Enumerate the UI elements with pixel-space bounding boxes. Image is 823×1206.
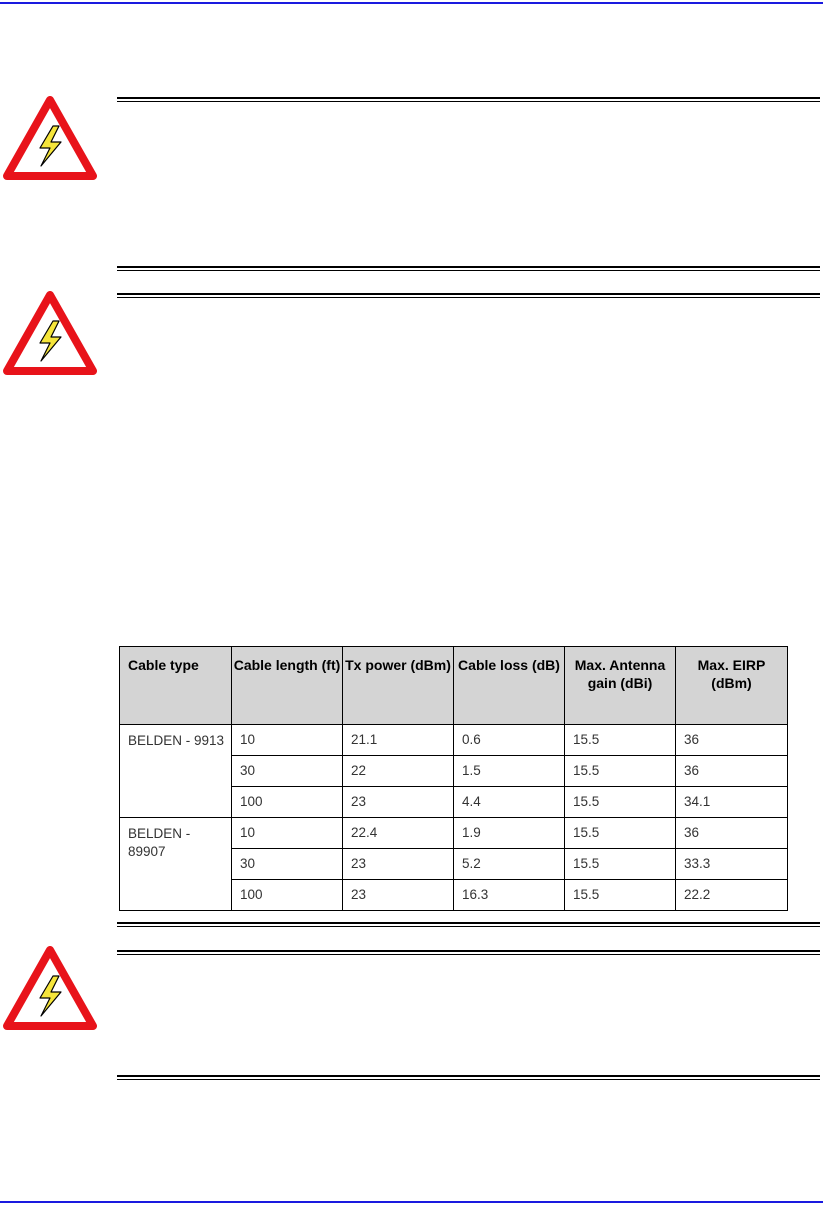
table-cell: 22.4 (343, 818, 454, 849)
table-cell: 22 (343, 756, 454, 787)
table-cell: 15.5 (565, 756, 676, 787)
table-cell: 15.5 (565, 818, 676, 849)
header-max-antenna-gain: Max. Antenna gain (dBi) (565, 647, 676, 725)
table-cell: 15.5 (565, 880, 676, 911)
table-cell: 34.1 (676, 787, 788, 818)
cable-eirp-table (119, 646, 788, 911)
top-page-rule (0, 2, 823, 4)
table-cell: 30 (232, 849, 343, 880)
table-cell: 0.6 (454, 725, 565, 756)
table-cell: 15.5 (565, 849, 676, 880)
table-cell: 21.1 (343, 725, 454, 756)
table-cell: 1.9 (454, 818, 565, 849)
header-max-eirp: Max. EIRP (dBm) (676, 647, 788, 725)
warning-high-voltage-icon (3, 96, 97, 180)
table-cell: 36 (676, 756, 788, 787)
warning-rule-bottom (117, 1075, 820, 1080)
table-cell: 23 (343, 880, 454, 911)
table-cell: 15.5 (565, 725, 676, 756)
table-header-row (120, 647, 788, 725)
warning-high-voltage-icon (3, 291, 97, 375)
table-row (120, 725, 788, 756)
warning-high-voltage-icon (3, 946, 97, 1030)
table-cell: 5.2 (454, 849, 565, 880)
table-cell: 30 (232, 756, 343, 787)
table-cell: 100 (232, 787, 343, 818)
table-cell: 33.3 (676, 849, 788, 880)
table-cell: 36 (676, 818, 788, 849)
table-cell: 1.5 (454, 756, 565, 787)
table-cell: 100 (232, 880, 343, 911)
table-row (120, 818, 788, 849)
warning-rule-top (117, 950, 820, 955)
table-cell: 23 (343, 787, 454, 818)
table-cell: 36 (676, 725, 788, 756)
cable-type-cell: BELDEN - 9913 (120, 725, 232, 818)
table-cell: 23 (343, 849, 454, 880)
table-cell: 10 (232, 818, 343, 849)
table-cell: 22.2 (676, 880, 788, 911)
warning-rule-top (117, 922, 820, 927)
table-cell: 10 (232, 725, 343, 756)
warning-rule-bottom (117, 266, 820, 271)
header-cable-type: Cable type (120, 647, 232, 725)
table-cell: 4.4 (454, 787, 565, 818)
warning-rule-top (117, 293, 820, 298)
header-cable-length: Cable length (ft) (232, 647, 343, 725)
warning-rule-top (117, 97, 820, 102)
table-cell: 15.5 (565, 787, 676, 818)
table-cell: 16.3 (454, 880, 565, 911)
cable-type-cell: BELDEN - 89907 (120, 818, 232, 911)
header-cable-loss: Cable loss (dB) (454, 647, 565, 725)
bottom-page-rule (0, 1201, 823, 1203)
header-tx-power: Tx power (dBm) (343, 647, 454, 725)
